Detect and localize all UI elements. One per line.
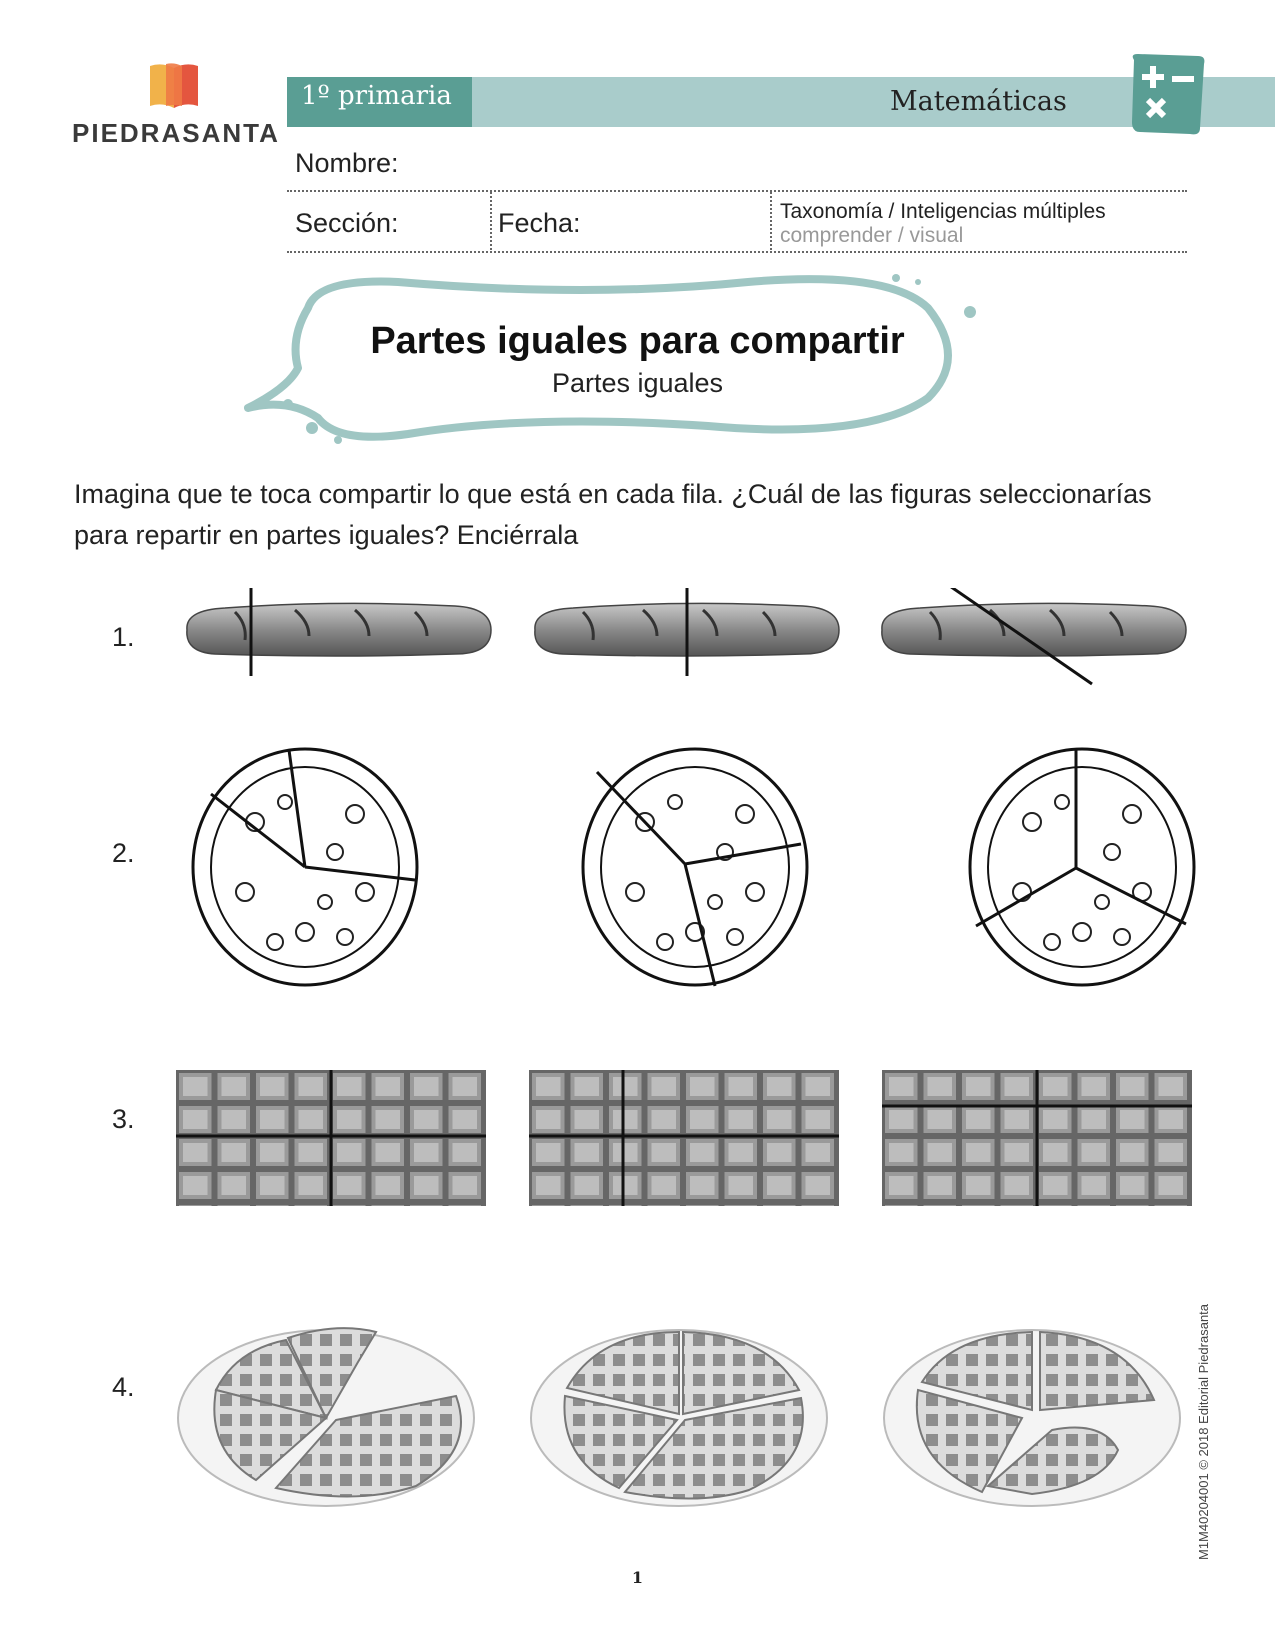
- pizza-icon[interactable]: [962, 742, 1202, 992]
- row-number: 4.: [112, 1372, 135, 1402]
- row-number: 1.: [112, 622, 135, 652]
- waffle-icon[interactable]: [529, 1310, 839, 1510]
- row-number: 2.: [112, 838, 135, 868]
- taxonomy-values: comprender / visual: [780, 224, 964, 247]
- chocolate-bar-icon[interactable]: [176, 1070, 486, 1206]
- piedrasanta-logo-text: PIEDRASANTA: [72, 118, 280, 148]
- waffle-icon[interactable]: [882, 1310, 1192, 1510]
- waffle-icon[interactable]: [176, 1310, 486, 1510]
- taxonomy-title: Taxonomía / Inteligencias múltiples: [780, 200, 1106, 223]
- row-number: 3.: [112, 1104, 135, 1134]
- subject-label: Matemáticas: [890, 86, 1067, 117]
- bread-icon[interactable]: [175, 588, 495, 678]
- copyright-note: M1M40204001 © 2018 Editorial Piedrasanta: [1196, 1303, 1211, 1560]
- grade-label-box: [287, 77, 472, 127]
- bread-icon[interactable]: [870, 588, 1190, 688]
- chocolate-bar-icon[interactable]: [529, 1070, 839, 1206]
- pizza-icon[interactable]: [575, 742, 815, 992]
- math-operations-icon: [1128, 52, 1206, 138]
- nombre-label: Nombre:: [295, 148, 399, 178]
- pizza-icon[interactable]: [185, 742, 425, 992]
- page-title: Partes iguales para compartir: [370, 320, 905, 362]
- seccion-label: Sección:: [295, 208, 399, 238]
- divider: [287, 251, 1187, 253]
- page-subtitle: Partes iguales: [551, 368, 724, 398]
- grade-label: 1º primaria: [301, 81, 452, 111]
- instruction-text: Imagina que te toca compartir lo que está en cada fila. ¿Cuál de las figuras seleccionarías para repartir en partes iguales? Enciérrala: [74, 479, 1152, 550]
- bread-icon[interactable]: [523, 588, 843, 678]
- fecha-label: Fecha:: [498, 208, 581, 238]
- divider: [490, 192, 492, 250]
- divider: [287, 190, 1187, 192]
- divider: [770, 192, 772, 250]
- chocolate-bar-icon[interactable]: [882, 1070, 1192, 1206]
- piedrasanta-logo-icon: [148, 62, 200, 110]
- page-number: 1: [631, 1568, 644, 1587]
